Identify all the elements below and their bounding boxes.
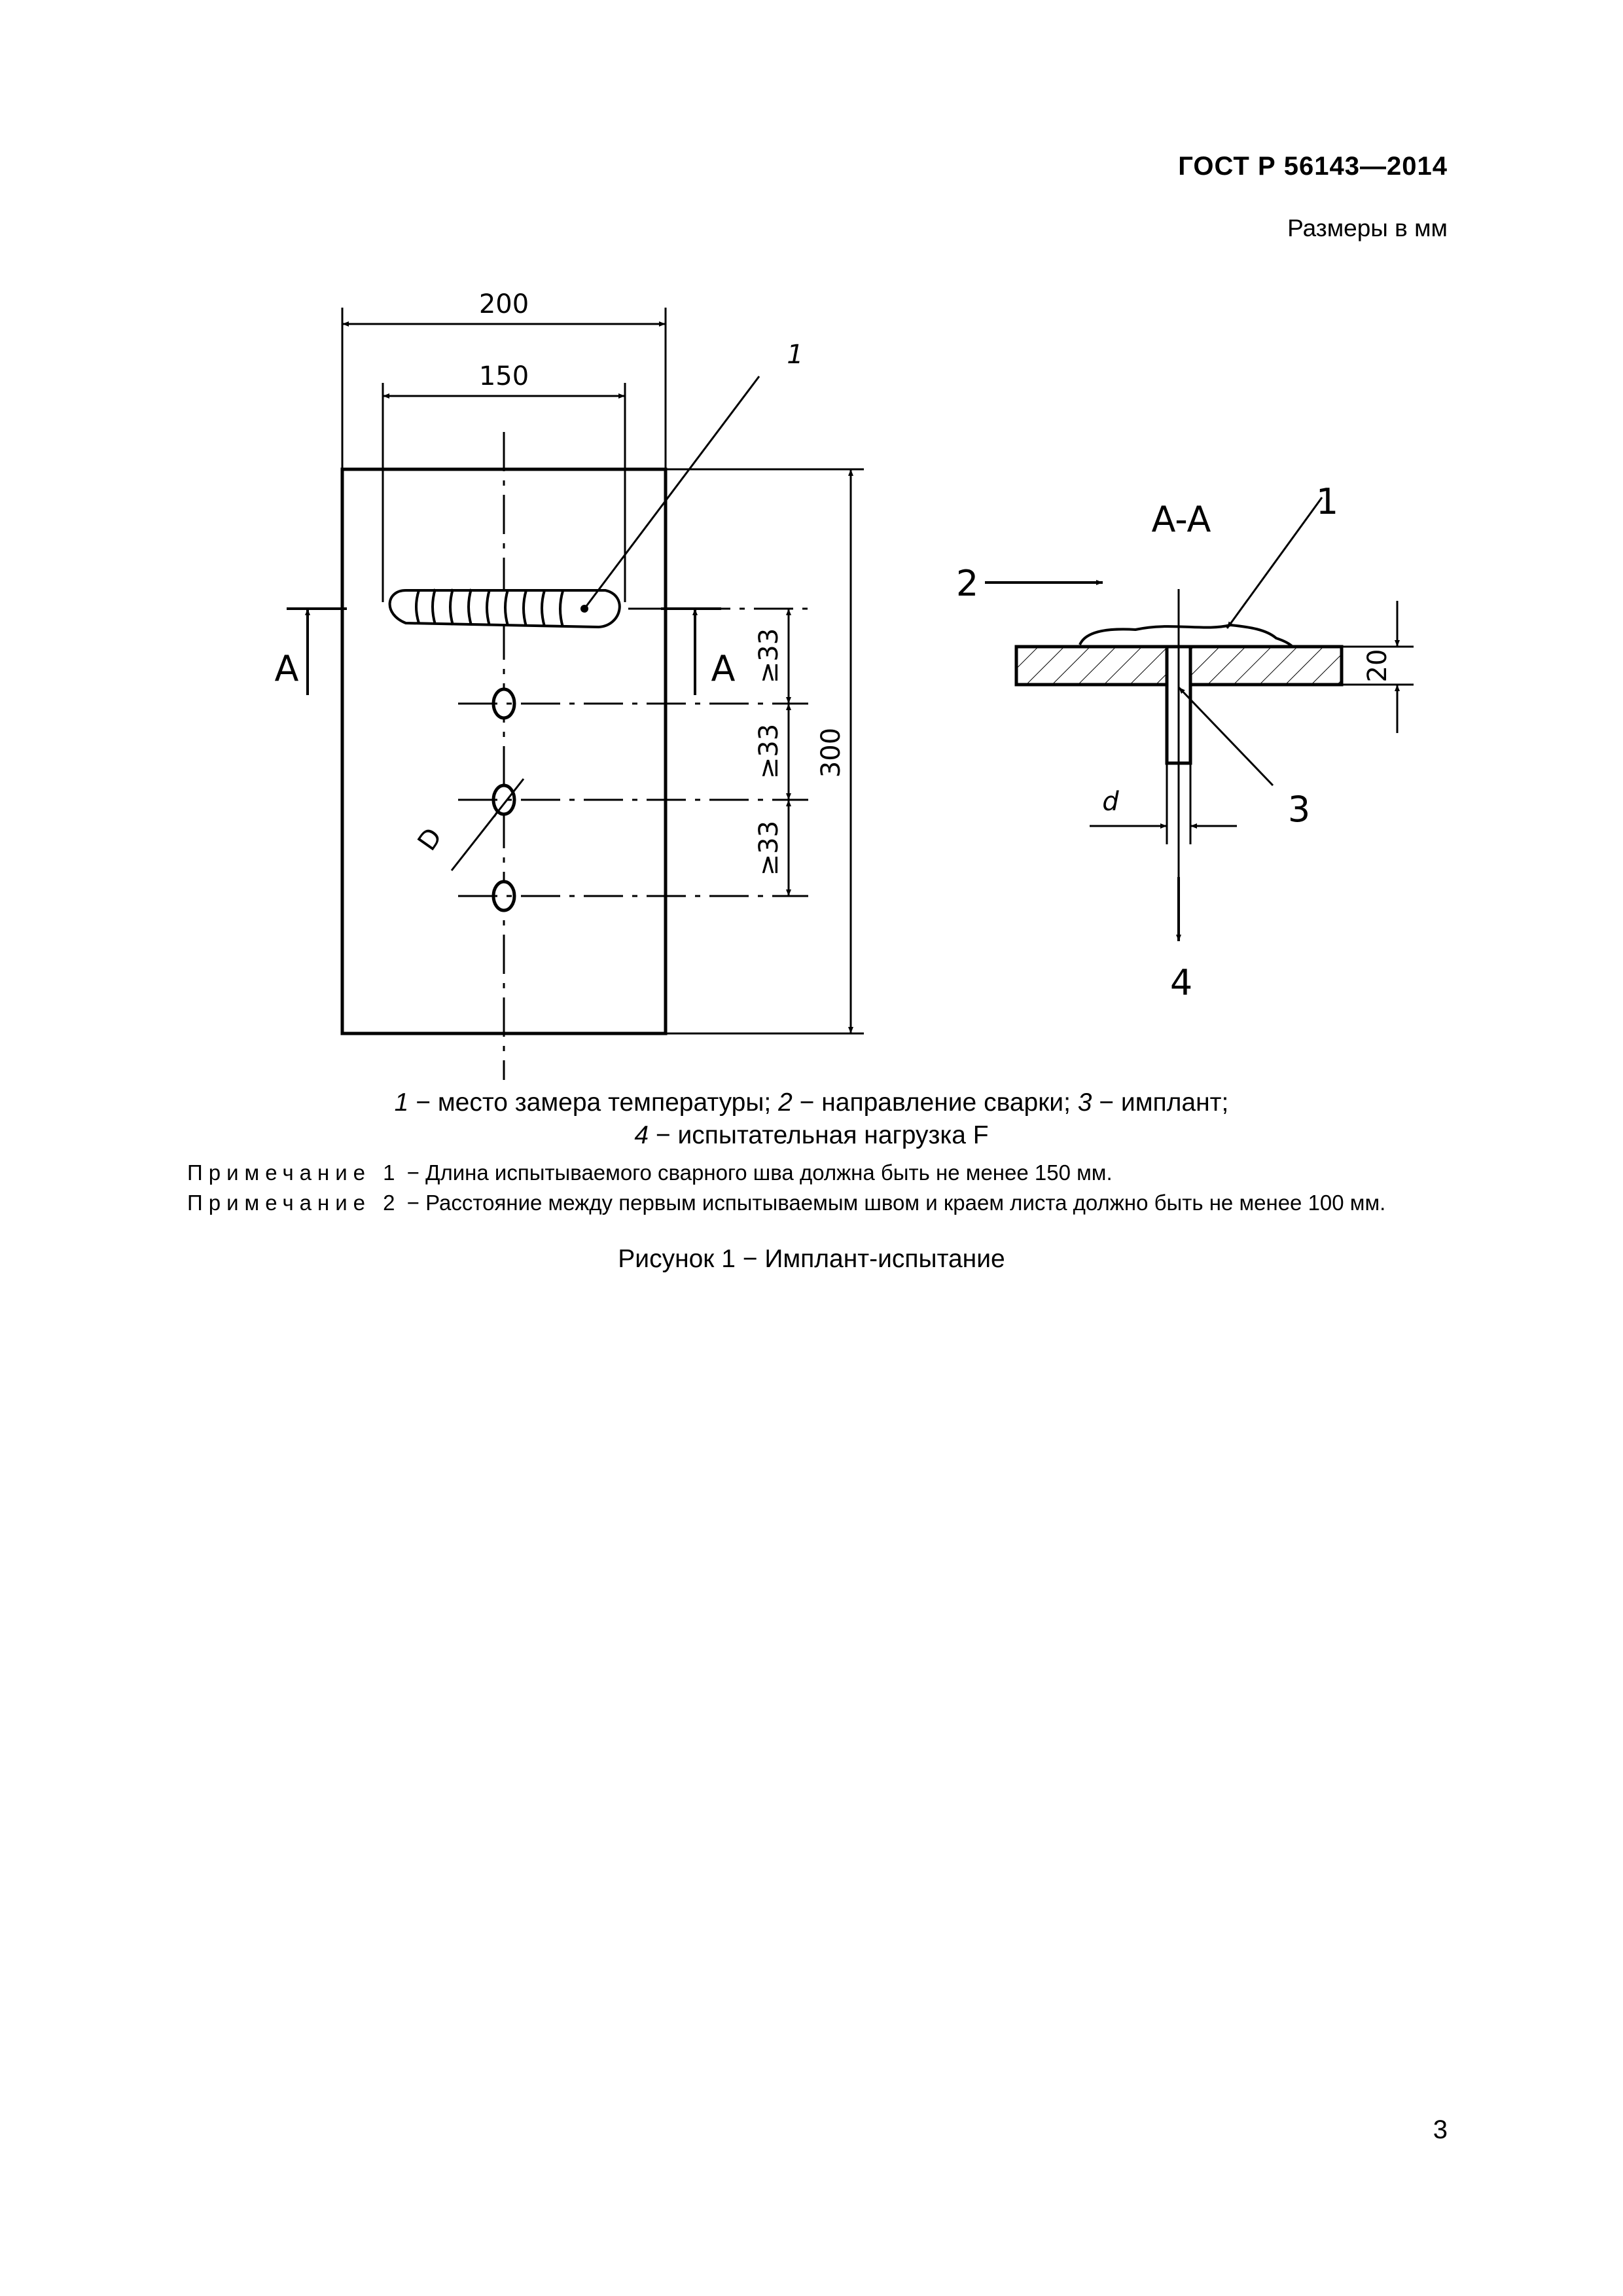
section-view	[985, 497, 1414, 941]
units-note: Размеры в мм	[1287, 215, 1448, 242]
weld-deposit	[1080, 625, 1293, 647]
dim-spacing-label: ≥33	[754, 820, 784, 876]
section-mark-right: A	[711, 648, 736, 689]
section-title: A-A	[1151, 499, 1211, 540]
figure-legend-line-1	[0, 1086, 1623, 1119]
dim-implant-label: d	[1102, 787, 1119, 817]
note-text: − Расстояние между первым испытываемым швом и краем листа должно быть не менее 100 мм.	[401, 1191, 1386, 1215]
hole-diameter-label: D	[412, 822, 449, 857]
callout-4: 4	[1169, 962, 1193, 1003]
figure-legend-line-2	[0, 1119, 1623, 1152]
callout-1: 1	[1315, 481, 1339, 522]
legend-number: 1	[394, 1088, 409, 1117]
page-number: 3	[1433, 2115, 1448, 2144]
note-2	[119, 1189, 1446, 1217]
dim-spacing-label: ≥33	[754, 628, 784, 684]
legend-text: − направление сварки;	[792, 1088, 1078, 1117]
legend-number: 4	[634, 1121, 649, 1149]
plan-view	[287, 308, 864, 1080]
plan-view-labels	[275, 289, 846, 876]
note-text: − Длина испытываемого сварного шва должна быть не менее 150 мм.	[401, 1160, 1113, 1185]
document-header: ГОСТ Р 56143—2014	[1178, 152, 1448, 181]
dim-thickness-label: 20	[1363, 649, 1393, 683]
dim-width-label: 200	[478, 289, 529, 319]
legend-number: 3	[1077, 1088, 1092, 1117]
callout-2: 2	[955, 563, 979, 604]
technical-drawing	[0, 0, 1623, 1086]
callout-1: 1	[787, 340, 804, 370]
note-1	[119, 1158, 1446, 1187]
legend-text: − имплант;	[1092, 1088, 1229, 1117]
dim-spacing-label: ≥33	[754, 723, 784, 780]
dim-weld-length-label: 150	[478, 361, 529, 391]
note-label: Примечание 1	[187, 1160, 401, 1185]
section-mark-left: A	[274, 648, 299, 689]
legend-number: 2	[778, 1088, 793, 1117]
legend-text: − место замера температуры;	[408, 1088, 779, 1117]
figure-caption: Рисунок 1 − Имплант-испытание	[618, 1245, 1005, 1273]
note-label: Примечание 2	[187, 1191, 401, 1215]
legend-text: − испытательная нагрузка F	[649, 1121, 989, 1149]
dim-height-label: 300	[816, 727, 846, 778]
callout-3: 3	[1287, 789, 1311, 830]
